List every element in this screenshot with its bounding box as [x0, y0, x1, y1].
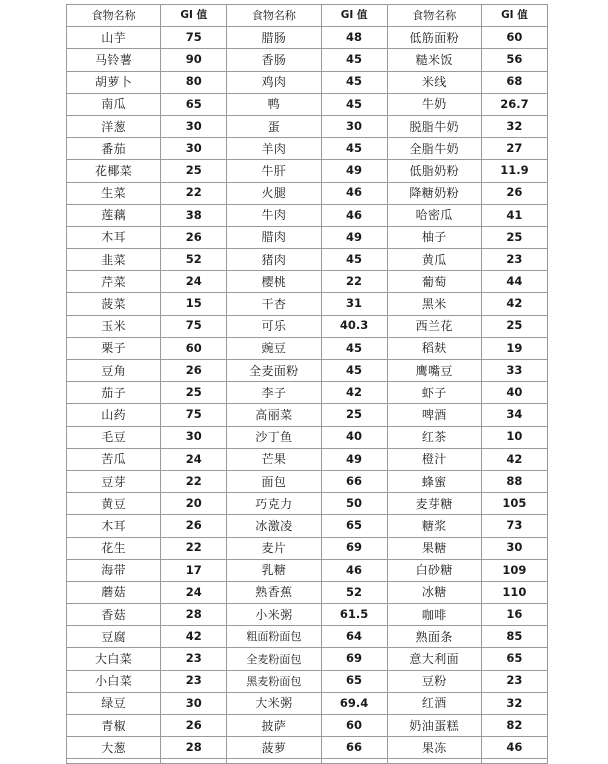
table-row [67, 493, 548, 515]
table-row [67, 360, 548, 382]
gi-value-cell: 49 [321, 448, 387, 470]
gi-value-cell: 45 [321, 360, 387, 382]
column-header-food-1: 食物名称 [67, 5, 161, 27]
food-name-cell: 芹菜 [67, 271, 161, 293]
table-row [67, 271, 548, 293]
food-name-cell: 红茶 [387, 426, 481, 448]
gi-value-cell: 30 [161, 692, 227, 714]
table-row [67, 426, 548, 448]
table-edge-cell [321, 759, 387, 764]
food-name-cell: 羊肉 [227, 138, 321, 160]
food-name-cell: 绿豆 [67, 692, 161, 714]
gi-value-cell: 64 [321, 626, 387, 648]
food-name-cell: 木耳 [67, 515, 161, 537]
food-name-cell: 鹰嘴豆 [387, 360, 481, 382]
table-row [67, 604, 548, 626]
food-name-cell: 胡萝卜 [67, 71, 161, 93]
food-name-cell: 黑米 [387, 293, 481, 315]
gi-value-cell: 52 [161, 249, 227, 271]
gi-value-cell: 65 [321, 515, 387, 537]
gi-value-cell: 88 [481, 470, 547, 492]
gi-value-cell: 69 [321, 648, 387, 670]
table-row [67, 293, 548, 315]
gi-value-cell: 46 [321, 182, 387, 204]
table-row [67, 737, 548, 759]
gi-value-cell: 49 [321, 160, 387, 182]
food-name-cell: 咖啡 [387, 604, 481, 626]
food-name-cell: 青椒 [67, 715, 161, 737]
gi-value-cell: 11.9 [481, 160, 547, 182]
food-name-cell: 冰糖 [387, 581, 481, 603]
gi-value-cell: 38 [161, 204, 227, 226]
food-name-cell: 小米粥 [227, 604, 321, 626]
gi-value-cell: 22 [161, 182, 227, 204]
gi-value-cell: 105 [481, 493, 547, 515]
food-name-cell: 果冻 [387, 737, 481, 759]
gi-value-cell: 23 [161, 648, 227, 670]
food-name-cell: 生菜 [67, 182, 161, 204]
gi-value-cell: 66 [321, 737, 387, 759]
food-name-cell: 啤酒 [387, 404, 481, 426]
food-name-cell: 花生 [67, 537, 161, 559]
food-name-cell: 蘑菇 [67, 581, 161, 603]
food-name-cell: 李子 [227, 382, 321, 404]
food-name-cell: 菠萝 [227, 737, 321, 759]
food-name-cell: 牛肝 [227, 160, 321, 182]
gi-value-cell: 30 [161, 115, 227, 137]
food-name-cell: 香菇 [67, 604, 161, 626]
food-name-cell: 高丽菜 [227, 404, 321, 426]
gi-value-cell: 34 [481, 404, 547, 426]
gi-value-cell: 26 [161, 515, 227, 537]
gi-table-container [66, 4, 548, 764]
food-name-cell: 牛肉 [227, 204, 321, 226]
food-name-cell: 全麦面粉 [227, 360, 321, 382]
table-row [67, 404, 548, 426]
table-edge-cell [161, 759, 227, 764]
table-row [67, 337, 548, 359]
food-name-cell: 马铃薯 [67, 49, 161, 71]
food-name-cell: 熟香蕉 [227, 581, 321, 603]
gi-value-cell: 17 [161, 559, 227, 581]
food-name-cell: 猪肉 [227, 249, 321, 271]
food-name-cell: 香肠 [227, 49, 321, 71]
table-row [67, 315, 548, 337]
gi-value-cell: 65 [481, 648, 547, 670]
gi-value-cell: 80 [161, 71, 227, 93]
food-name-cell: 牛奶 [387, 93, 481, 115]
food-name-cell: 大葱 [67, 737, 161, 759]
gi-value-cell: 85 [481, 626, 547, 648]
table-body [67, 27, 548, 764]
column-header-gi-1: GI 值 [161, 5, 227, 27]
gi-value-cell: 10 [481, 426, 547, 448]
gi-value-cell: 45 [321, 337, 387, 359]
gi-value-cell: 22 [161, 470, 227, 492]
gi-value-cell: 60 [161, 337, 227, 359]
gi-value-cell: 42 [321, 382, 387, 404]
gi-value-cell: 26 [161, 715, 227, 737]
food-name-cell: 糖浆 [387, 515, 481, 537]
food-name-cell: 橙汁 [387, 448, 481, 470]
gi-value-cell: 32 [481, 692, 547, 714]
gi-value-cell: 22 [321, 271, 387, 293]
gi-value-cell: 42 [481, 293, 547, 315]
gi-value-cell: 30 [321, 115, 387, 137]
gi-value-cell: 44 [481, 271, 547, 293]
table-row [67, 581, 548, 603]
food-name-cell: 全脂牛奶 [387, 138, 481, 160]
food-name-cell: 大白菜 [67, 648, 161, 670]
table-row [67, 515, 548, 537]
column-header-food-3: 食物名称 [387, 5, 481, 27]
food-name-cell: 白砂糖 [387, 559, 481, 581]
food-name-cell: 黄瓜 [387, 249, 481, 271]
food-name-cell: 熟面条 [387, 626, 481, 648]
gi-value-cell: 56 [481, 49, 547, 71]
food-name-cell: 低脂奶粉 [387, 160, 481, 182]
food-name-cell: 粗面粉面包 [227, 626, 321, 648]
gi-value-cell: 25 [161, 160, 227, 182]
gi-value-cell: 26 [161, 226, 227, 248]
food-name-cell: 莲藕 [67, 204, 161, 226]
food-name-cell: 花椰菜 [67, 160, 161, 182]
gi-value-cell: 52 [321, 581, 387, 603]
table-row [67, 692, 548, 714]
gi-value-cell: 20 [161, 493, 227, 515]
gi-value-cell: 33 [481, 360, 547, 382]
food-name-cell: 沙丁鱼 [227, 426, 321, 448]
gi-value-cell: 73 [481, 515, 547, 537]
gi-value-cell: 30 [161, 426, 227, 448]
gi-value-cell: 49 [321, 226, 387, 248]
food-name-cell: 全麦粉面包 [227, 648, 321, 670]
food-name-cell: 披萨 [227, 715, 321, 737]
gi-value-cell: 45 [321, 93, 387, 115]
table-row [67, 382, 548, 404]
gi-value-cell: 25 [481, 315, 547, 337]
gi-value-cell: 69 [321, 537, 387, 559]
food-name-cell: 奶油蛋糕 [387, 715, 481, 737]
table-row [67, 115, 548, 137]
gi-value-cell: 26 [481, 182, 547, 204]
food-name-cell: 可乐 [227, 315, 321, 337]
column-header-food-2: 食物名称 [227, 5, 321, 27]
gi-value-cell: 82 [481, 715, 547, 737]
table-row [67, 470, 548, 492]
table-row [67, 648, 548, 670]
table-row [67, 160, 548, 182]
gi-value-cell: 61.5 [321, 604, 387, 626]
food-name-cell: 玉米 [67, 315, 161, 337]
table-row [67, 71, 548, 93]
food-name-cell: 鸭 [227, 93, 321, 115]
food-name-cell: 腊肉 [227, 226, 321, 248]
glycemic-index-table [66, 4, 548, 764]
table-row [67, 559, 548, 581]
food-name-cell: 黑麦粉面包 [227, 670, 321, 692]
food-name-cell: 腊肠 [227, 27, 321, 49]
gi-value-cell: 24 [161, 448, 227, 470]
food-name-cell: 巧克力 [227, 493, 321, 515]
food-name-cell: 山芋 [67, 27, 161, 49]
food-name-cell: 哈密瓜 [387, 204, 481, 226]
food-name-cell: 脱脂牛奶 [387, 115, 481, 137]
table-header-row [67, 5, 548, 27]
gi-value-cell: 16 [481, 604, 547, 626]
gi-value-cell: 42 [161, 626, 227, 648]
food-name-cell: 降糖奶粉 [387, 182, 481, 204]
table-header [67, 5, 548, 27]
gi-value-cell: 23 [481, 249, 547, 271]
gi-value-cell: 41 [481, 204, 547, 226]
food-name-cell: 干杏 [227, 293, 321, 315]
food-name-cell: 栗子 [67, 337, 161, 359]
food-name-cell: 意大利面 [387, 648, 481, 670]
food-name-cell: 豆角 [67, 360, 161, 382]
gi-value-cell: 31 [321, 293, 387, 315]
table-row [67, 204, 548, 226]
gi-value-cell: 60 [321, 715, 387, 737]
food-name-cell: 蛋 [227, 115, 321, 137]
food-name-cell: 火腿 [227, 182, 321, 204]
table-row [67, 226, 548, 248]
gi-value-cell: 26.7 [481, 93, 547, 115]
gi-value-cell: 28 [161, 604, 227, 626]
table-edge-cell [481, 759, 547, 764]
gi-value-cell: 23 [481, 670, 547, 692]
food-name-cell: 蜂蜜 [387, 470, 481, 492]
food-name-cell: 芒果 [227, 448, 321, 470]
gi-value-cell: 66 [321, 470, 387, 492]
food-name-cell: 豌豆 [227, 337, 321, 359]
gi-value-cell: 69.4 [321, 692, 387, 714]
gi-value-cell: 32 [481, 115, 547, 137]
gi-value-cell: 26 [161, 360, 227, 382]
table-row [67, 249, 548, 271]
food-name-cell: 果糖 [387, 537, 481, 559]
food-name-cell: 南瓜 [67, 93, 161, 115]
gi-value-cell: 25 [321, 404, 387, 426]
food-name-cell: 茄子 [67, 382, 161, 404]
table-row [67, 49, 548, 71]
food-name-cell: 米线 [387, 71, 481, 93]
food-name-cell: 稻麸 [387, 337, 481, 359]
food-name-cell: 毛豆 [67, 426, 161, 448]
gi-value-cell: 24 [161, 271, 227, 293]
food-name-cell: 豆腐 [67, 626, 161, 648]
food-name-cell: 葡萄 [387, 271, 481, 293]
food-name-cell: 木耳 [67, 226, 161, 248]
gi-value-cell: 30 [161, 138, 227, 160]
table-edge-cell [387, 759, 481, 764]
table-row [67, 93, 548, 115]
table-row [67, 715, 548, 737]
food-name-cell: 韭菜 [67, 249, 161, 271]
food-name-cell: 西兰花 [387, 315, 481, 337]
food-name-cell: 红酒 [387, 692, 481, 714]
gi-value-cell: 28 [161, 737, 227, 759]
gi-value-cell: 23 [161, 670, 227, 692]
food-name-cell: 糙米饭 [387, 49, 481, 71]
gi-value-cell: 40 [321, 426, 387, 448]
column-header-gi-3: GI 值 [481, 5, 547, 27]
food-name-cell: 大米粥 [227, 692, 321, 714]
food-name-cell: 山药 [67, 404, 161, 426]
food-name-cell: 海带 [67, 559, 161, 581]
table-row [67, 537, 548, 559]
gi-value-cell: 110 [481, 581, 547, 603]
food-name-cell: 番茄 [67, 138, 161, 160]
food-name-cell: 麦片 [227, 537, 321, 559]
food-name-cell: 面包 [227, 470, 321, 492]
gi-value-cell: 45 [321, 249, 387, 271]
table-row [67, 182, 548, 204]
table-bottom-edge-row [67, 759, 548, 764]
gi-value-cell: 25 [481, 226, 547, 248]
gi-value-cell: 24 [161, 581, 227, 603]
gi-value-cell: 65 [321, 670, 387, 692]
table-row [67, 626, 548, 648]
gi-value-cell: 45 [321, 138, 387, 160]
food-name-cell: 豆芽 [67, 470, 161, 492]
gi-value-cell: 42 [481, 448, 547, 470]
gi-value-cell: 46 [481, 737, 547, 759]
gi-value-cell: 48 [321, 27, 387, 49]
gi-value-cell: 19 [481, 337, 547, 359]
gi-value-cell: 75 [161, 404, 227, 426]
gi-value-cell: 15 [161, 293, 227, 315]
food-name-cell: 乳糖 [227, 559, 321, 581]
gi-value-cell: 40.3 [321, 315, 387, 337]
gi-value-cell: 109 [481, 559, 547, 581]
gi-value-cell: 46 [321, 559, 387, 581]
gi-value-cell: 27 [481, 138, 547, 160]
food-name-cell: 菠菜 [67, 293, 161, 315]
gi-value-cell: 75 [161, 315, 227, 337]
gi-value-cell: 25 [161, 382, 227, 404]
gi-value-cell: 22 [161, 537, 227, 559]
gi-value-cell: 75 [161, 27, 227, 49]
gi-value-cell: 45 [321, 49, 387, 71]
gi-value-cell: 30 [481, 537, 547, 559]
food-name-cell: 樱桃 [227, 271, 321, 293]
gi-value-cell: 40 [481, 382, 547, 404]
gi-value-cell: 50 [321, 493, 387, 515]
food-name-cell: 苦瓜 [67, 448, 161, 470]
food-name-cell: 虾子 [387, 382, 481, 404]
gi-value-cell: 45 [321, 71, 387, 93]
column-header-gi-2: GI 值 [321, 5, 387, 27]
food-name-cell: 鸡肉 [227, 71, 321, 93]
gi-value-cell: 60 [481, 27, 547, 49]
table-edge-cell [67, 759, 161, 764]
gi-value-cell: 68 [481, 71, 547, 93]
food-name-cell: 洋葱 [67, 115, 161, 137]
table-row [67, 138, 548, 160]
food-name-cell: 柚子 [387, 226, 481, 248]
gi-value-cell: 46 [321, 204, 387, 226]
table-edge-cell [227, 759, 321, 764]
food-name-cell: 豆粉 [387, 670, 481, 692]
food-name-cell: 麦芽糖 [387, 493, 481, 515]
food-name-cell: 黄豆 [67, 493, 161, 515]
food-name-cell: 低筋面粉 [387, 27, 481, 49]
table-row [67, 27, 548, 49]
food-name-cell: 小白菜 [67, 670, 161, 692]
food-name-cell: 冰激凌 [227, 515, 321, 537]
table-row [67, 448, 548, 470]
table-row [67, 670, 548, 692]
gi-value-cell: 65 [161, 93, 227, 115]
gi-value-cell: 90 [161, 49, 227, 71]
